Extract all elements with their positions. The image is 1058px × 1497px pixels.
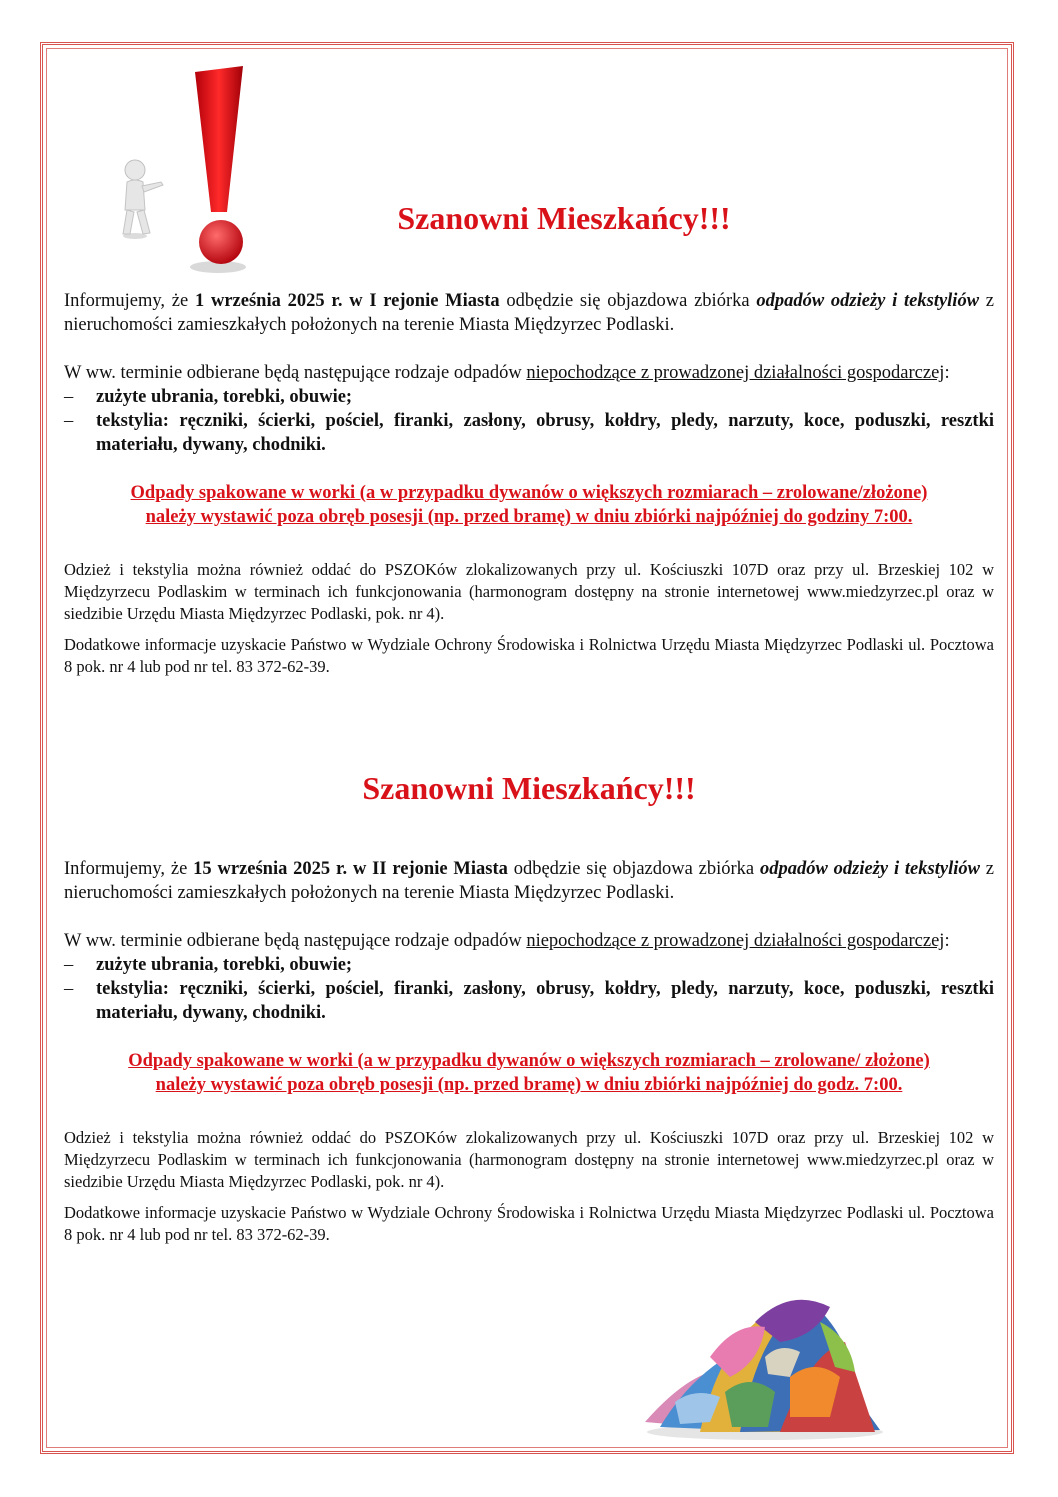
- collection-instructions: Odpady spakowane w worki (a w przypadku dywanów o większych rozmiarach – zrolowane/złożone) należy wystawić poza obręb posesji (np. przed bramę) w dniu zbiórki najpóźniej do godziny 7:00.: [130, 483, 928, 527]
- list-item: – tekstylia: ręczniki, ścierki, pościel, firanki, zasłony, obrusy, kołdry, pledy, narzuty, koce, poduszki, resztki materiału, dywany, chodniki.: [64, 411, 994, 455]
- pszok-paragraph: Odzież i tekstylia można również oddać do PSZOKów zlokalizowanych przy ul. Kościuszki 107D oraz przy ul. Brzeskiej 102 w Międzyrzecu Podlaskim w terminach ich funkcjonowania (harmonogram dostępny na stronie internetowej www.miedzyrzec.pl oraz w siedzibie Urzędu Miasta Międzyrzec Podlaski, pok. nr 4).: [64, 1128, 994, 1191]
- clothes-pile-icon: [640, 1282, 890, 1442]
- contact-paragraph: Dodatkowe informacje uzyskacie Państwo w Wydziale Ochrony Środowiska i Rolnictwa Urzędu Miasta Międzyrzec Podlaski ul. Pocztowa 8 pok. nr 4 lub pod nr tel. 83 372-62-39.: [64, 635, 994, 676]
- intro-paragraph: Informujemy, że 15 września 2025 r. w II rejonie Miasta odbędzie się objazdowa zbiórka odpadów odzieży i tekstyliów z nieruchomości zamieszkałych położonych na terenie Miasta Międzyrzec Podlaski.: [64, 859, 994, 903]
- list-item: – zużyte ubrania, torebki, obuwie;: [64, 387, 353, 407]
- waste-types-paragraph: W ww. terminie odbierane będą następujące rodzaje odpadów niepochodzące z prowadzonej działalności gospodarczej:: [64, 931, 950, 951]
- section-title: Szanowni Mieszkańcy!!!: [397, 200, 731, 236]
- waste-types-paragraph: W ww. terminie odbierane będą następujące rodzaje odpadów niepochodzące z prowadzonej działalności gospodarczej:: [64, 363, 950, 383]
- pszok-paragraph: Odzież i tekstylia można również oddać do PSZOKów zlokalizowanych przy ul. Kościuszki 107D oraz przy ul. Brzeskiej 102 w Międzyrzecu Podlaskim w terminach ich funkcjonowania (harmonogram dostępny na stronie internetowej www.miedzyrzec.pl oraz w siedzibie Urzędu Miasta Międzyrzec Podlaski, pok. nr 4).: [64, 560, 994, 623]
- contact-paragraph: Dodatkowe informacje uzyskacie Państwo w Wydziale Ochrony Środowiska i Rolnictwa Urzędu Miasta Międzyrzec Podlaski ul. Pocztowa 8 pok. nr 4 lub pod nr tel. 83 372-62-39.: [64, 1203, 994, 1244]
- intro-paragraph: Informujemy, że 1 września 2025 r. w I rejonie Miasta odbędzie się objazdowa zbiórka odpadów odzieży i tekstyliów z nieruchomości zamieszkałych położonych na terenie Miasta Międzyrzec Podlaski.: [64, 291, 995, 335]
- collection-instructions: Odpady spakowane w worki (a w przypadku dywanów o większych rozmiarach – zrolowane/ złożone) należy wystawić poza obręb posesji (np. przed bramę) w dniu zbiórki najpóźniej do godz. 7:00.: [128, 1051, 930, 1095]
- notice-section-1: [64, 200, 994, 678]
- waste-list: [64, 953, 994, 1025]
- section-title: Szanowni Mieszkańcy!!!: [362, 770, 696, 806]
- list-item: – zużyte ubrania, torebki, obuwie;: [64, 955, 353, 975]
- waste-list: [64, 385, 994, 457]
- notice-section-2: [64, 770, 994, 1246]
- list-item: – tekstylia: ręczniki, ścierki, pościel, firanki, zasłony, obrusy, kołdry, pledy, narzuty, koce, poduszki, resztki materiału, dywany, chodniki.: [64, 979, 994, 1023]
